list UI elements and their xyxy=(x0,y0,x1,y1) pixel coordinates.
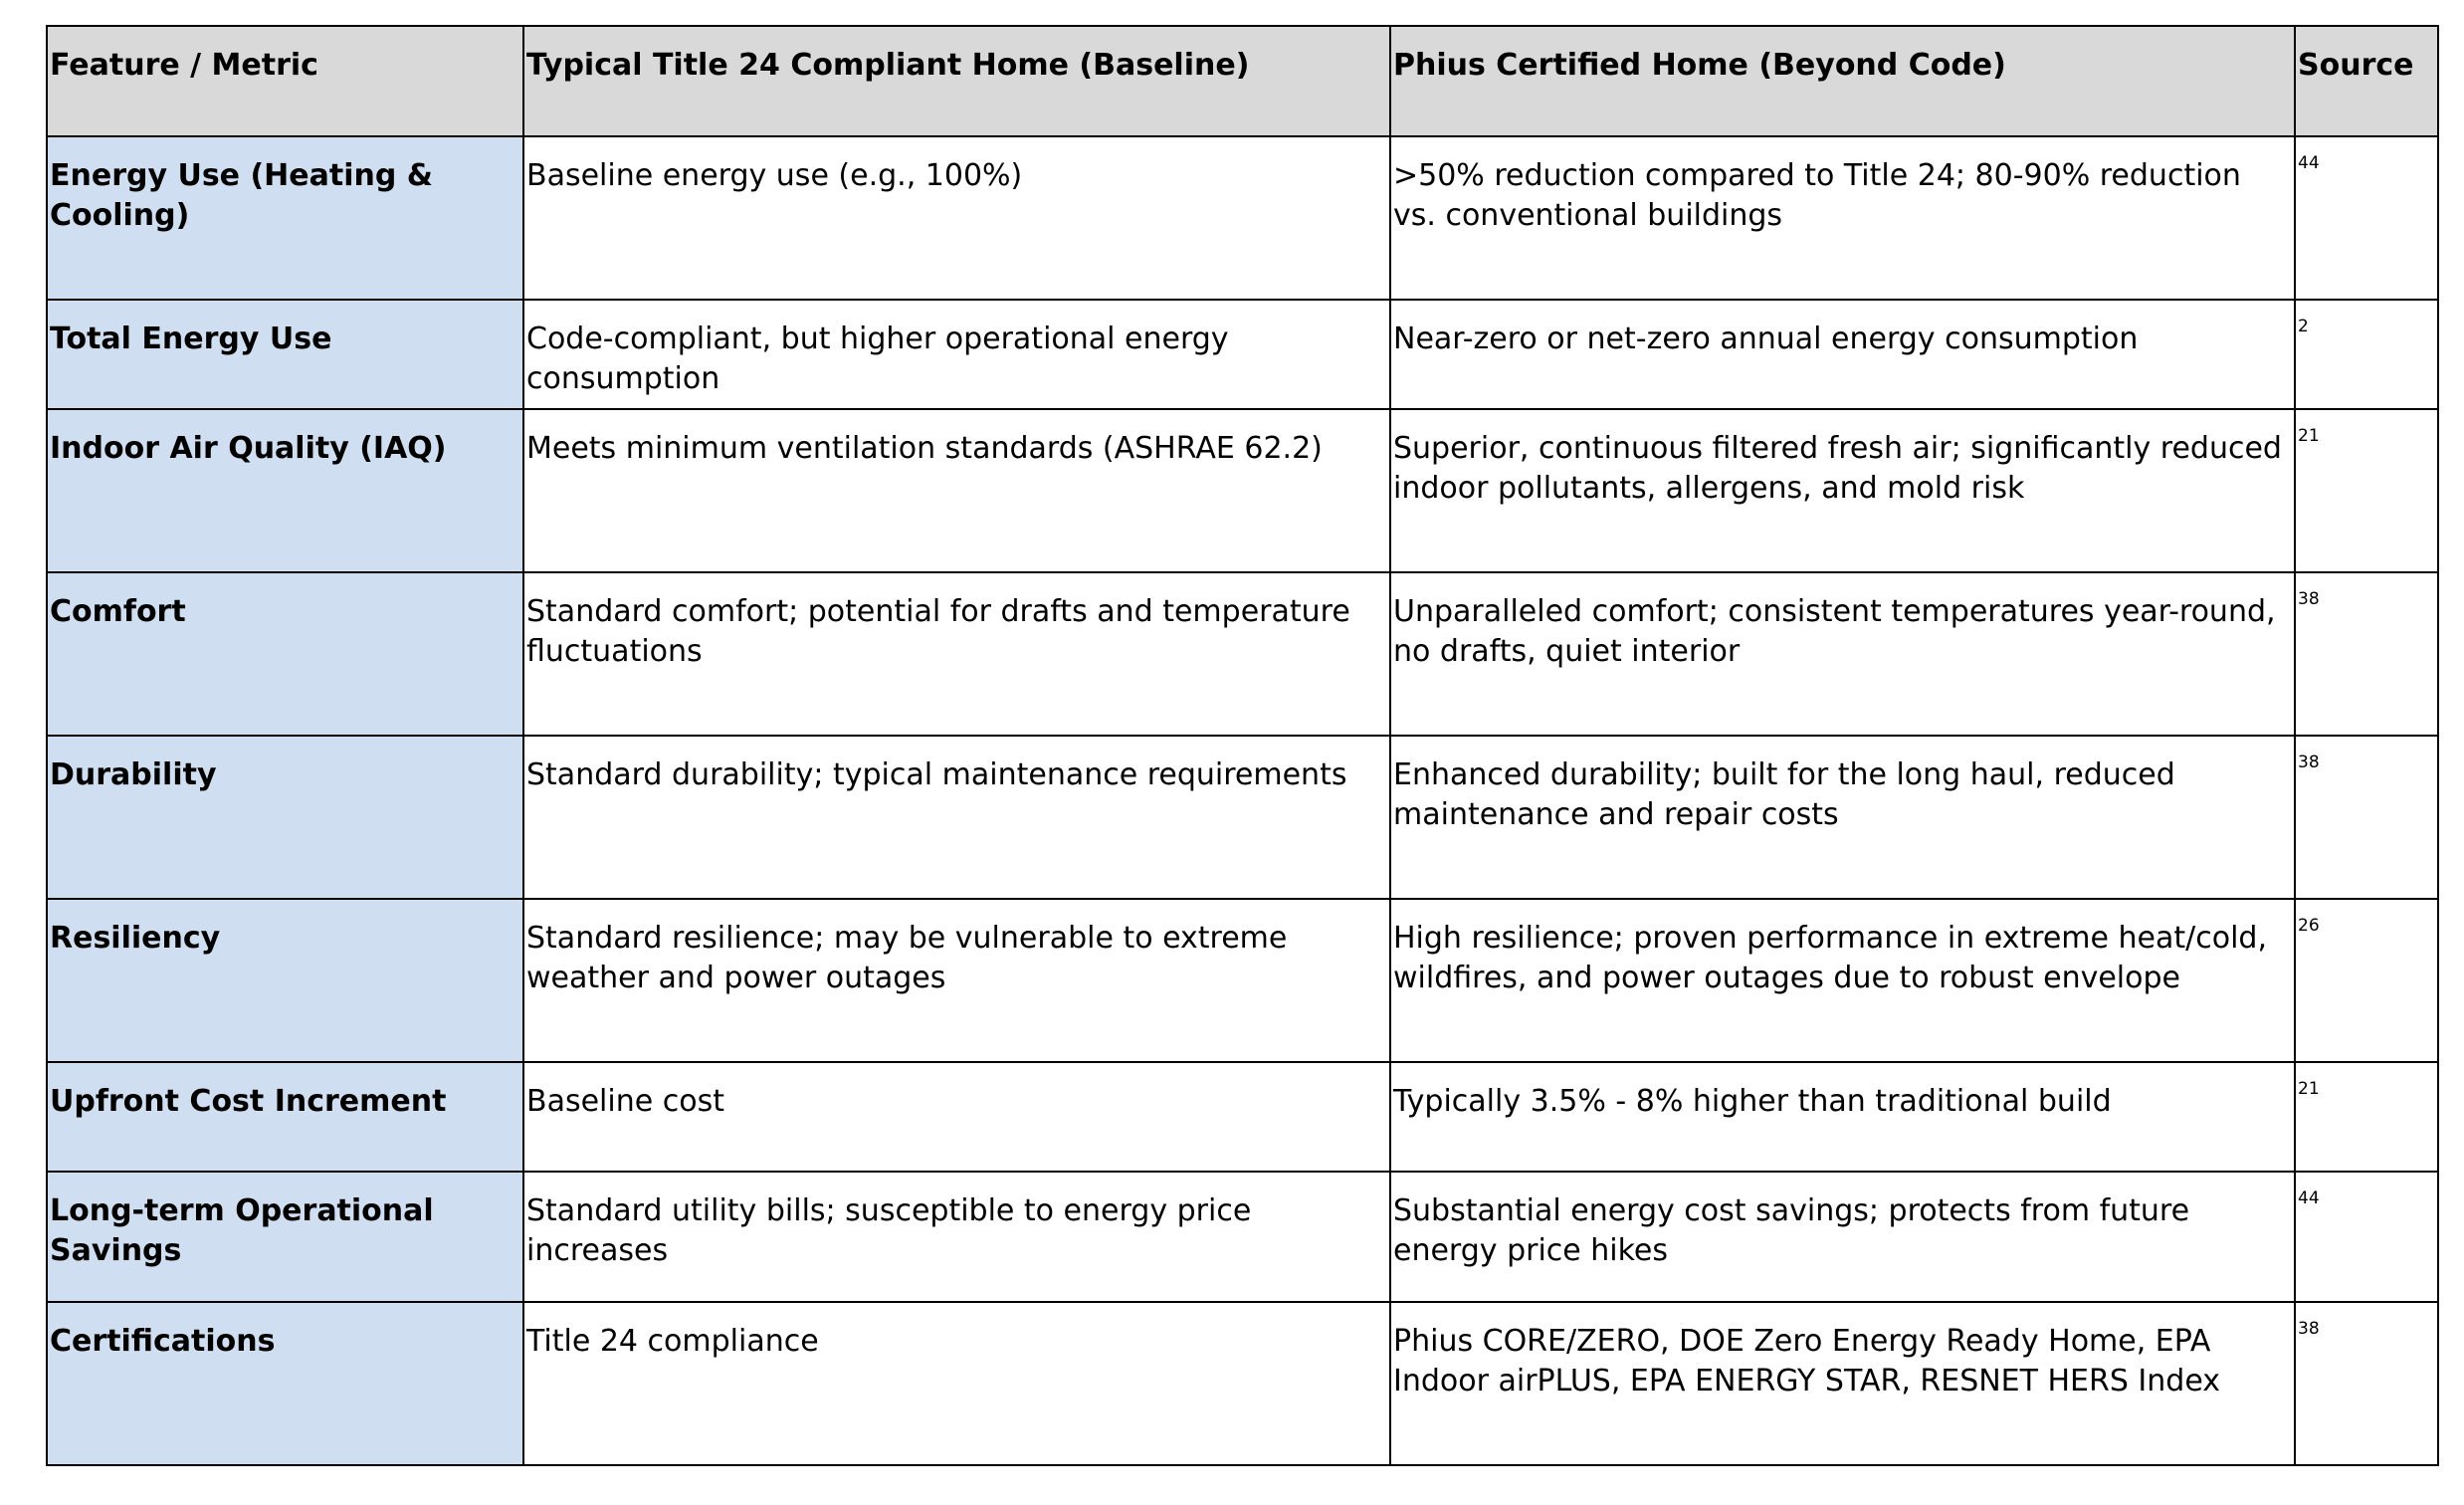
phius-cell: Superior, continuous filtered fresh air; significantly reduced indoor pollutants, allergens, and mold risk xyxy=(1390,409,2295,572)
source-cell: 21 xyxy=(2295,1062,2438,1172)
header-baseline: Typical Title 24 Compliant Home (Baseline) xyxy=(523,26,1390,136)
header-row xyxy=(47,26,2438,136)
phius-cell: >50% reduction compared to Title 24; 80-90% reduction vs. conventional buildings xyxy=(1390,136,2295,300)
phius-cell: Substantial energy cost savings; protects from future energy price hikes xyxy=(1390,1172,2295,1302)
header-feature: Feature / Metric xyxy=(47,26,523,136)
source-cell: 44 xyxy=(2295,136,2438,300)
header-phius: Phius Certified Home (Beyond Code) xyxy=(1390,26,2295,136)
feature-cell: Certifications xyxy=(47,1302,523,1465)
source-cell: 26 xyxy=(2295,899,2438,1062)
header-source: Source xyxy=(2295,26,2438,136)
source-cell: 38 xyxy=(2295,572,2438,736)
baseline-cell: Title 24 compliance xyxy=(523,1302,1390,1465)
baseline-cell: Meets minimum ventilation standards (ASHRAE 62.2) xyxy=(523,409,1390,572)
feature-cell: Resiliency xyxy=(47,899,523,1062)
baseline-cell: Standard comfort; potential for drafts and temperature fluctuations xyxy=(523,572,1390,736)
feature-cell: Upfront Cost Increment xyxy=(47,1062,523,1172)
baseline-cell: Baseline energy use (e.g., 100%) xyxy=(523,136,1390,300)
source-cell: 38 xyxy=(2295,736,2438,899)
source-cell: 21 xyxy=(2295,409,2438,572)
feature-cell: Durability xyxy=(47,736,523,899)
table-row xyxy=(47,899,2438,1062)
phius-cell: Typically 3.5% - 8% higher than traditional build xyxy=(1390,1062,2295,1172)
baseline-cell: Standard durability; typical maintenance requirements xyxy=(523,736,1390,899)
comparison-table xyxy=(46,25,2439,1466)
feature-cell: Comfort xyxy=(47,572,523,736)
baseline-cell: Standard resilience; may be vulnerable to extreme weather and power outages xyxy=(523,899,1390,1062)
table-row xyxy=(47,572,2438,736)
feature-cell: Long-term Operational Savings xyxy=(47,1172,523,1302)
feature-cell: Energy Use (Heating & Cooling) xyxy=(47,136,523,300)
table-row xyxy=(47,300,2438,409)
source-cell: 44 xyxy=(2295,1172,2438,1302)
table-row xyxy=(47,1302,2438,1465)
feature-cell: Indoor Air Quality (IAQ) xyxy=(47,409,523,572)
table-row xyxy=(47,409,2438,572)
table-row xyxy=(47,1062,2438,1172)
table-row xyxy=(47,1172,2438,1302)
feature-cell: Total Energy Use xyxy=(47,300,523,409)
baseline-cell: Baseline cost xyxy=(523,1062,1390,1172)
phius-cell: Near-zero or net-zero annual energy consumption xyxy=(1390,300,2295,409)
baseline-cell: Code-compliant, but higher operational energy consumption xyxy=(523,300,1390,409)
table-row xyxy=(47,136,2438,300)
source-cell: 2 xyxy=(2295,300,2438,409)
source-cell: 38 xyxy=(2295,1302,2438,1465)
phius-cell: High resilience; proven performance in extreme heat/cold, wildfires, and power outages due to robust envelope xyxy=(1390,899,2295,1062)
phius-cell: Enhanced durability; built for the long haul, reduced maintenance and repair costs xyxy=(1390,736,2295,899)
phius-cell: Unparalleled comfort; consistent temperatures year-round, no drafts, quiet interior xyxy=(1390,572,2295,736)
baseline-cell: Standard utility bills; susceptible to energy price increases xyxy=(523,1172,1390,1302)
phius-cell: Phius CORE/ZERO, DOE Zero Energy Ready Home, EPA Indoor airPLUS, EPA ENERGY STAR, RESNET HERS Index xyxy=(1390,1302,2295,1465)
table-row xyxy=(47,736,2438,899)
